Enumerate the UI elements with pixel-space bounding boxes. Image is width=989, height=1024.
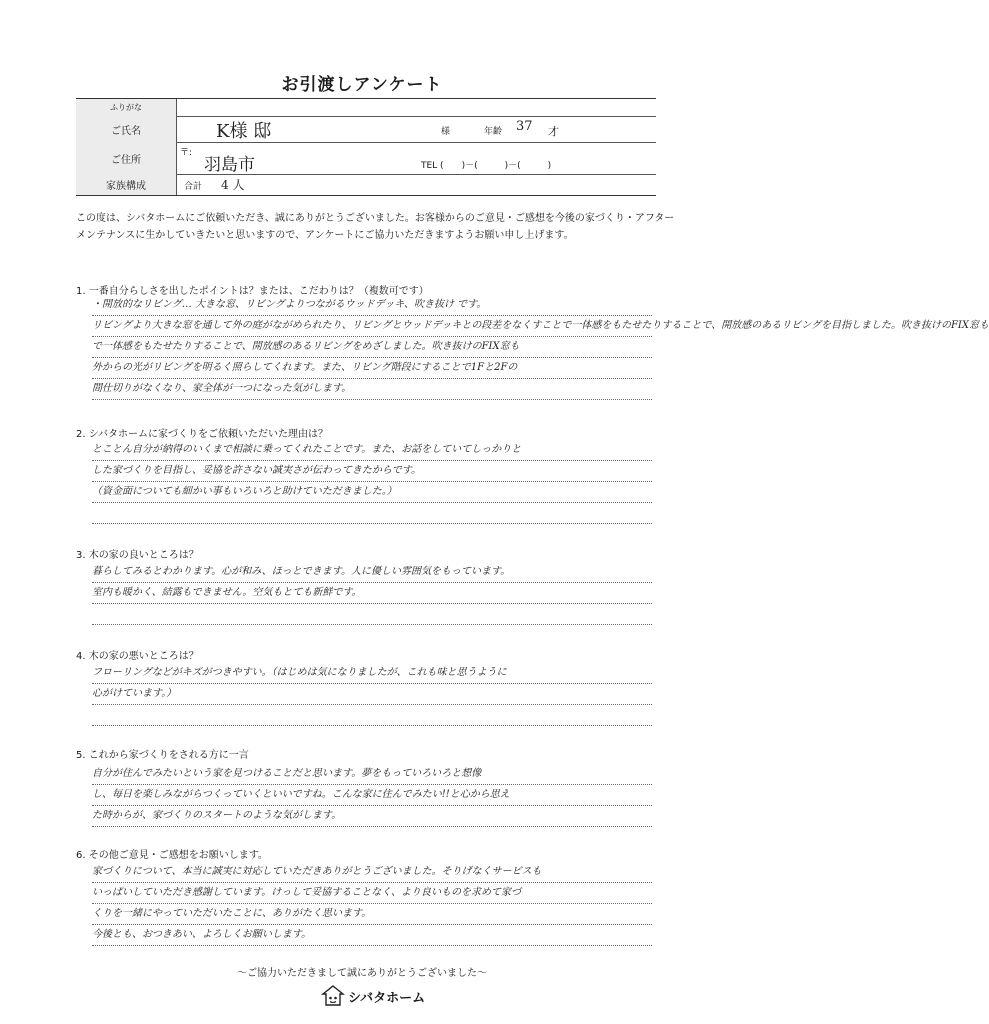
- answer-line: （資金面についても細かい事もいろいろと助けていただきました。）: [92, 482, 652, 503]
- name-value: K様 邸: [216, 121, 272, 142]
- address-value: 羽島市: [204, 155, 255, 175]
- company-logo: [322, 985, 425, 1007]
- answer-line: [92, 503, 652, 524]
- name-label: ご氏名: [76, 116, 177, 142]
- question-2-label: 2. シバタホームに家づくりをご依頼いただいた理由は？: [76, 429, 329, 440]
- family-label: 家族構成: [76, 174, 177, 195]
- answer-line: 家づくりについて、本当に誠実に対応していただきありがとうございました。そりげなくサービスも: [92, 862, 652, 883]
- answer-line: 外からの光がリビングを明るく照らしてくれます。また、リビング階段にすることで1Fと2Fの: [92, 358, 652, 379]
- answer-line: [92, 604, 652, 625]
- furigana-row: [76, 99, 656, 117]
- answer-line: た時からが、家づくりのスタートのような気がします。: [92, 806, 652, 827]
- tel-field: TEL ( )－( )－( ): [421, 161, 552, 171]
- name-row: [76, 116, 656, 143]
- answer-line: ・開放的なリビング… 大きな窓、リビングよりつながるウッドデッキ、吹き抜け です。: [92, 295, 652, 316]
- answer-line: いっぱいしていただき感謝しています。けっして妥協することなく、より良いものを求めて家づ: [92, 883, 652, 904]
- answer-line: 室内も暖かく、結露もできません。空気もとても新鮮です。: [92, 583, 652, 604]
- family-value: 4 人: [221, 178, 245, 192]
- customer-info-table: [76, 98, 656, 196]
- sama-label: 様: [441, 127, 451, 137]
- answer-3: [92, 562, 652, 625]
- address-label: ご住所: [76, 142, 177, 174]
- question-5-label: 5. これから家づくりをされる方に一言: [76, 750, 249, 761]
- answer-line: 心がけています。）: [92, 684, 652, 705]
- house-mascot-icon: [322, 985, 344, 1007]
- answer-6: [92, 862, 652, 946]
- furigana-label: ふりがな: [76, 99, 177, 116]
- answer-line: で一体感をもたせたりすることで、開放感のあるリビングをめざしました。吹き抜けのFIX窓も: [92, 337, 652, 358]
- answer-line: [92, 705, 652, 726]
- answer-line: とことん自分が納得のいくまで相談に乗ってくれたことです。また、お話をしていてしっかりと: [92, 440, 652, 461]
- answer-line: 自分が住んでみたいという家を見つけることだと思います。夢をもっていろいろと想像: [92, 764, 652, 785]
- page-title: お引渡しアンケート: [281, 75, 443, 95]
- answer-2: [92, 440, 652, 524]
- postal-mark: 〒:: [180, 148, 193, 158]
- question-3-label: 3. 木の家の良いところは？: [76, 550, 199, 561]
- answer-4: [92, 663, 652, 726]
- age-label: 年齢: [484, 127, 503, 137]
- address-row: [76, 142, 656, 175]
- brand-name: シバタホーム: [348, 990, 426, 1006]
- answer-line: リビングより大きな窓を通して外の庭がながめられたり、リビングとウッドデッキとの段差をなくすことで一体感をもたせたりすることで、開放感のあるリビングを目指しました。吹き抜けのFIX窓も: [92, 316, 652, 337]
- family-row: [76, 174, 656, 195]
- age-value: 37: [516, 119, 533, 134]
- question-6-label: 6. その他ご意見・ご感想をお願いします。: [76, 850, 268, 861]
- answer-line: 間仕切りがなくなり、家全体が一つになった気がします。: [92, 379, 652, 400]
- total-label: 合計: [184, 182, 203, 192]
- answer-line: し、毎日を楽しみながらつくっていくといいですね。こんな家に住んでみたい!!と心から思え: [92, 785, 652, 806]
- answer-1: [92, 295, 989, 400]
- answer-line: 今後とも、おつきあい、よろしくお願いします。: [92, 925, 652, 946]
- answer-line: した家づくりを目指し、妥協を許さない誠実さが伝わってきたからです。: [92, 461, 652, 482]
- question-4-label: 4. 木の家の悪いところは？: [76, 651, 199, 662]
- answer-5: [92, 764, 652, 827]
- answer-line: 暮らしてみるとわかります。心が和み、ほっとできます。人に優しい雰囲気をもっています。: [92, 562, 652, 583]
- age-unit: 才: [548, 125, 559, 138]
- answer-line: くりを一緒にやっていただいたことに、ありがたく思います。: [92, 904, 652, 925]
- intro-paragraph: この度は、シバタホームにご依頼いただき、誠にありがとうございました。お客様からのご意見・ご感想を今後の家づくり・アフターメンテナンスに生かしていきたいと思いますので、アンケートにご協力いただきますようお願い申し上げます。: [76, 213, 675, 241]
- question-1-label: 1. 一番自分らしさを出したポイントは？または、こだわりは？（複数可です）: [76, 286, 429, 297]
- answer-line: フローリングなどがキズがつきやすい。（はじめは気になりましたが、これも味と思うように: [92, 663, 652, 684]
- thank-you-footer: ～ご協力いただきまして誠にありがとうございました～: [237, 968, 487, 979]
